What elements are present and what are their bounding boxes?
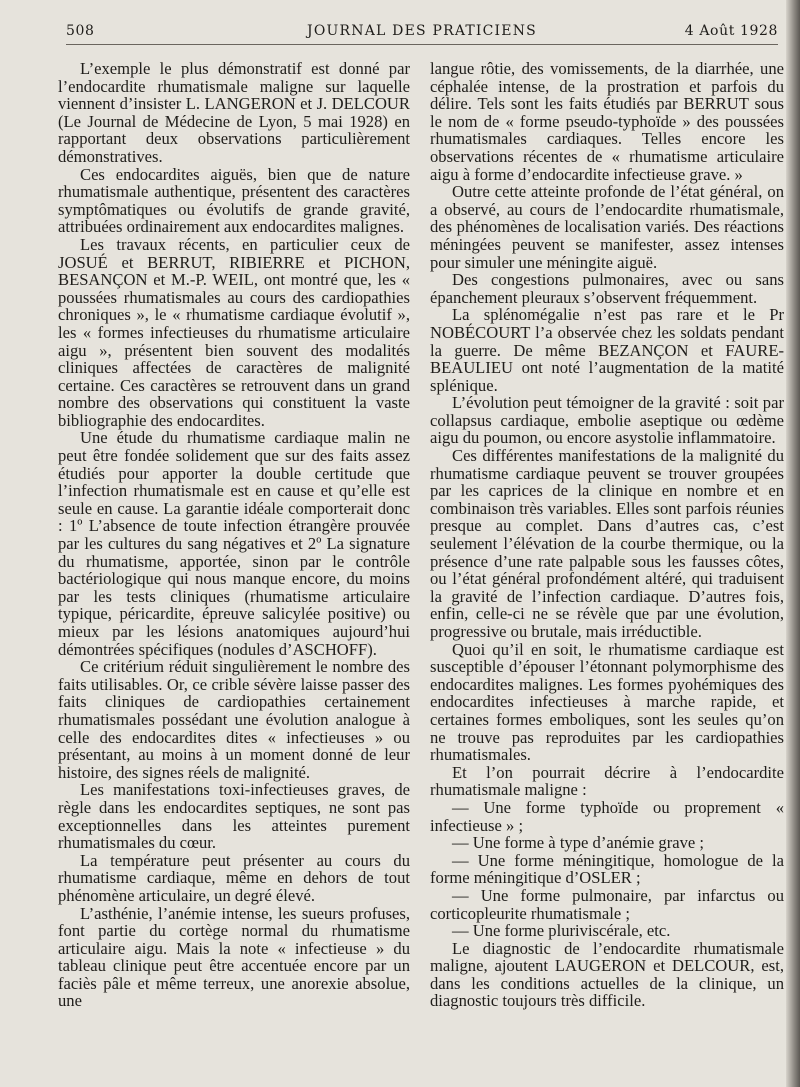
left-column [58,60,410,1065]
page-edge-shadow [786,0,800,1087]
paragraph: La splénomégalie n’est pas rare et le Pr NOBÉCOURT l’a observée chez les soldats pendant la guerre. De même BEZANÇON et FAURE-BEAULIEU ont noté l’augmentation de la matité splénique. [430,305,784,395]
journal-title: JOURNAL DES PRATICIENS [307,23,537,39]
issue-date: 4 Août 1928 [684,23,778,39]
list-item: — Une forme à type d’anémie grave ; [452,833,705,853]
paragraph: Et l’on pourrait décrire à l’endocardite rhumatismale maligne : [430,762,784,800]
paragraph: langue rôtie, des vomissements, de la diarrhée, une céphalée intense, de la prostration et parfois du délire. Tels sont les faits étudiés par BERRUT sous le nom de « forme pseudo-typhoïde » des poussées rhumatismales cardiaques. Telles encore les observations récentes de « rhumatisme articulaire aigu à forme d’endocardite infectieuse grave. » [430,60,784,184]
paragraph: Ces différentes manifestations de la malignité du rhumatisme cardiaque peuvent se trouver groupées par les caprices de la clinique en nombre et en combinaison très variables. Elles sont parfois réunies presque au complet. Dans d’autres cas, c’est seulement l’élévation de la courbe thermique, ou la présence d’une rate palpable sous les fausses côtes, ou l’état général profondément altéré, qui traduisent la gravité de l’infection cardiaque. D’autres fois, enfin, celle-ci ne se révèle que par une évolution, progressive ou brutale, mais irréductible. [430,446,784,641]
paragraph: La température peut présenter au cours du rhumatisme cardiaque, même en dehors de tout phénomène articulaire, un degré élevé. [58,850,410,905]
paragraph: L’évolution peut témoigner de la gravité : soit par collapsus cardiaque, embolie aseptique ou œdème aigu du poumon, ou encore asystolie inflammatoire. [430,393,784,448]
page-number: 508 [66,23,95,39]
paragraph: Le diagnostic de l’endocardite rhumatismale maligne, ajoutent LAUGERON et DELCOUR, est, dans les conditions actuelles de la clinique, un diagnostic toujours très difficile. [430,938,784,1011]
paragraph: Outre cette atteinte profonde de l’état général, on a observé, au cours de l’endocardite rhumatismale, des phénomènes de localisation variés. Des réactions méningées peuvent se manifester, assez intenses pour simuler une méningite aiguë. [430,182,784,272]
list-item: — Une forme pluriviscérale, etc. [452,921,671,941]
list-item: — Une forme pulmonaire, par infarctus ou corticopleurite rhumatismale ; [430,885,784,923]
paragraph: L’exemple le plus démonstratif est donné par l’endocardite rhumatismale maligne sur laquelle viennent d’insister L. LANGERON et J. DELCOUR (Le Journal de Médecine de Lyon, 5 mai 1928) en rapportant deux observations particulièrement démonstratives. [58,60,410,166]
paragraph: Quoi qu’il en soit, le rhumatisme cardiaque est susceptible d’épouser l’étonnant polymorphisme des endocardites malignes. Les formes pyohémiques des endocardites infectieuses à marche rapide, et certaines formes emboliques, sont les seules qu’on ne trouve pas reproduites par les cardiopathies rhumatismales. [430,639,784,765]
paragraph: Les manifestations toxi-infectieuses graves, de règle dans les endocardites septiques, ne sont pas exceptionnelles dans les atteintes purement rhumatismales du cœur. [58,780,410,853]
paragraph: Une étude du rhumatisme cardiaque malin ne peut être fondée solidement que sur des faits assez étudiés pour apporter la double certitude que l’infection rhumatismale est en cause et qu’elle est seule en cause. La garantie idéale comporterait donc : 1º L’absence de toute infection étrangère prouvée par les cultures du sang négatives et 2º La signature du rhumatisme, apportée, sinon par le contrôle bactériologique qui nous manque encore, du moins par les tests cliniques (rhumatisme articulaire typique, péricardite, épreuve salicylée positive) ou mieux par les lésions anatomiques aujourd’hui démontrées spécifiques (nodules d’ASCHOFF). [58,428,410,659]
page-header [66,20,778,45]
right-column [430,60,784,1065]
paragraph: Des congestions pulmonaires, avec ou sans épanchement pleuraux s’observent fréquemment. [430,270,784,307]
paragraph: L’asthénie, l’anémie intense, les sueurs profuses, font partie du cortège normal du rhumatisme articulaire aigu. Mais la note « infectieuse » du tableau clinique peut être accentuée encore par un faciès pâle et même terreux, une anorexie absolue, une [58,903,410,1011]
paragraph: Les travaux récents, en particulier ceux de JOSUÉ et BERRUT, RIBIERRE et PICHON, BESANÇON et M.-P. WEIL, ont montré que, les « poussées rhumatismales au cours des cardiopathies chroniques », le « rhumatisme cardiaque évolutif », les « formes infectieuses du rhumatisme articulaire aigu », présentent bien souvent des modalités cliniques affectées de caractères de malignité certaine. Ces caractères se retrouvent dans un grand nombre des observations qui constituent la vaste bibliographie des endocardites. [58,234,410,430]
paragraph: Ces endocardites aiguës, bien que de nature rhumatismale authentique, présentent des caractères symptômatiques ou évolutifs de grande gravité, attribuées ordinairement aux endocardites malignes. [58,164,410,237]
paragraph: Ce critérium réduit singulièrement le nombre des faits utilisables. Or, ce crible sévère laisse passer des faits cliniques de cardiopathies certainement rhumatismales possédant une évolution analogue à celle des endocardites dites « infectieuses » ou présentant, au moins à un moment donné de leur histoire, des signes réels de malignité. [58,657,410,782]
list-item: — Une forme typhoïde ou proprement « infectieuse » ; [430,797,784,835]
list-item: — Une forme méningitique, homologue de la forme méningitique d’OSLER ; [430,850,784,888]
